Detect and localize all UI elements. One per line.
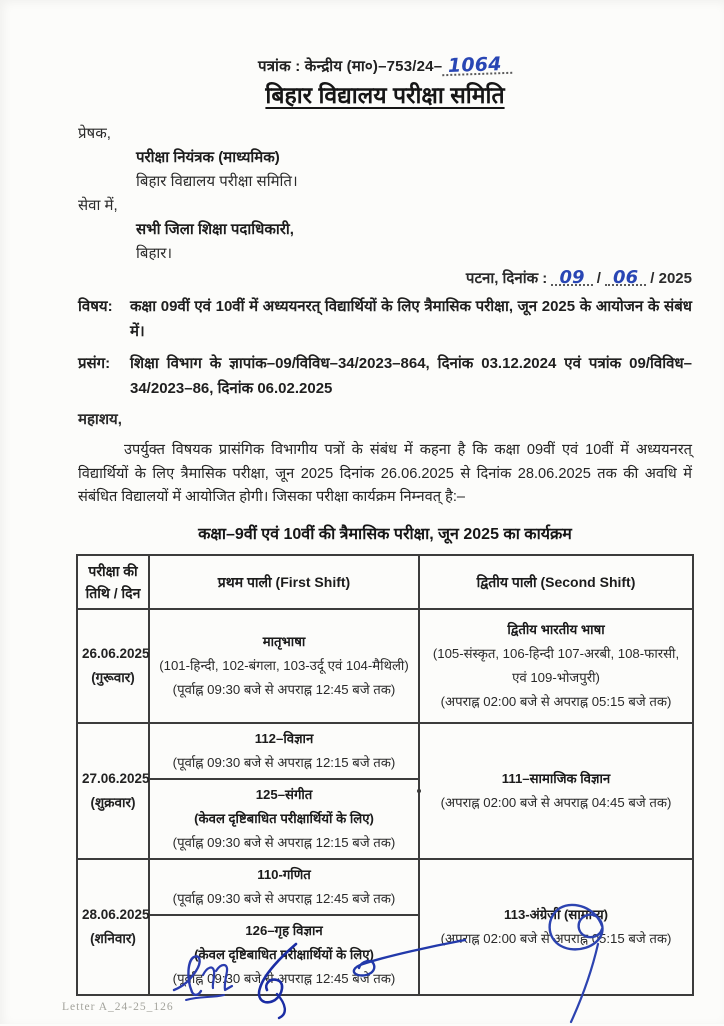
first-shift-cell-a: 112–विज्ञान (पूर्वाह्न 09:30 बजे से अपराह्न 12:15 बजे तक) (149, 723, 419, 779)
first-shift-cell: मातृभाषा (101-हिन्दी, 102-बंगला, 103-उर्दू एवं 104-मैथिली) (पूर्वाह्न 09:30 बजे से अपराह्न 12:45 बजे तक) (149, 609, 419, 723)
schedule-table-title: कक्षा–9वीं एवं 10वीं की त्रैमासिक परीक्षा, जून 2025 का कार्यक्रम (198, 525, 572, 543)
date-separator: / (650, 270, 655, 287)
exam-schedule-table (76, 554, 694, 996)
sender-org: बिहार विद्यालय परीक्षा समिति। (136, 173, 298, 190)
salutation: महाशय, (78, 411, 122, 428)
body-paragraph: उपर्युक्त विषयक प्रासंगिक विभागीय पत्रों के संबंध में कहना है कि कक्षा 09वीं एवं 10वीं में अध्ययनरत् विद्यार्थियों के लिए त्रैमासिक परीक्षा, जून 2025 दिनांक 26.06.2025 से दिनांक 28.06.2025 तक की अवधि में संबंधित विद्यालयों में आयोजित होगी। जिसका परीक्षा कार्यक्रम निम्नवत् है:– (78, 442, 692, 505)
reference-number-line (78, 53, 692, 78)
second-shift-cell: 111–सामाजिक विज्ञान (अपराह्न 02:00 बजे से अपराह्न 04:45 बजे तक) (419, 723, 693, 859)
recipient-block (78, 194, 692, 266)
second-shift-cell: 113-अंग्रेजी (सामान्य) (अपराह्न 02:00 बजे से अपराह्न 05:15 बजे तक) (419, 859, 693, 995)
recipient-name: सभी जिला शिक्षा पदाधिकारी, (136, 221, 294, 238)
dateline-prefix: पटना, दिनांक : (465, 270, 548, 287)
second-shift-cell: द्वितीय भारतीय भाषा (105-संस्कृत, 106-हिन्दी 107-अरबी, 108-फारसी, एवं 109-भोजपुरी) (अपराह्न 02:00 बजे से अपराह्न 05:15 बजे तक) (419, 609, 693, 723)
table-row (77, 859, 693, 915)
subject-label: विषय: (78, 298, 113, 315)
recipient-place: बिहार। (136, 245, 173, 262)
dateline (78, 268, 692, 288)
handwritten-month: 06 (605, 271, 646, 286)
table-row (77, 609, 693, 723)
reference-label: प्रसंग: (78, 355, 111, 372)
ink-dot (417, 789, 421, 793)
sender-block (78, 122, 692, 194)
header-first-shift: प्रथम पाली (First Shift) (149, 555, 419, 609)
date-separator: / (596, 270, 601, 287)
subject-line (78, 294, 692, 344)
table-header-row (77, 555, 693, 609)
first-shift-cell-a: 110-गणित (पूर्वाह्न 09:30 बजे से अपराह्न 12:45 बजे तक) (149, 859, 419, 915)
table-row (77, 723, 693, 779)
handwritten-day: 09 (551, 271, 592, 286)
recipient-label: सेवा में, (78, 197, 118, 214)
header-second-shift: द्वितीय पाली (Second Shift) (419, 555, 693, 609)
exam-date-cell: 26.06.2025 (गुरूवार) (77, 609, 149, 723)
sender-name: परीक्षा नियंत्रक (माध्यमिक) (136, 149, 280, 166)
footer-file-code: Letter A_24-25_126 (62, 1001, 174, 1013)
org-title: बिहार विद्यालय परीक्षा समिति (265, 82, 505, 108)
handwritten-ref-number: 1064 (442, 57, 512, 76)
exam-date-cell: 28.06.2025 (शनिवार) (77, 859, 149, 995)
subject-text: कक्षा 09वीं एवं 10वीं में अध्ययनरत् विद्यार्थियों के लिए त्रैमासिक परीक्षा, जून 2025 के आयोजन के संबंध में। (130, 298, 692, 340)
first-shift-cell-b: 125–संगीत (केवल दृष्टिबाधित परीक्षार्थियों के लिए) (पूर्वाह्न 09:30 बजे से अपराह्न 12:15 बजे तक) (149, 779, 419, 859)
header-date-day: परीक्षा की तिथि / दिन (77, 555, 149, 609)
reference-text: शिक्षा विभाग के ज्ञापांक–09/विविध–34/2023–864, दिनांक 03.12.2024 एवं पत्रांक 09/विविध–34/2023–86, दिनांक 06.02.2025 (130, 355, 692, 397)
reference-number-prefix: पत्रांक : केन्द्रीय (मा०)–753/24– (258, 58, 443, 75)
dateline-year: 2025 (658, 270, 692, 287)
first-shift-cell-b: 126–गृह विज्ञान (केवल दृष्टिबाधित परीक्षार्थियों के लिए) (पूर्वाह्न 09:30 बजे से अपराह्न 12:45 बजे तक) (149, 915, 419, 995)
exam-date-cell: 27.06.2025 (शुक्रवार) (77, 723, 149, 859)
sender-label: प्रेषक, (78, 125, 111, 142)
reference-line (78, 351, 692, 401)
